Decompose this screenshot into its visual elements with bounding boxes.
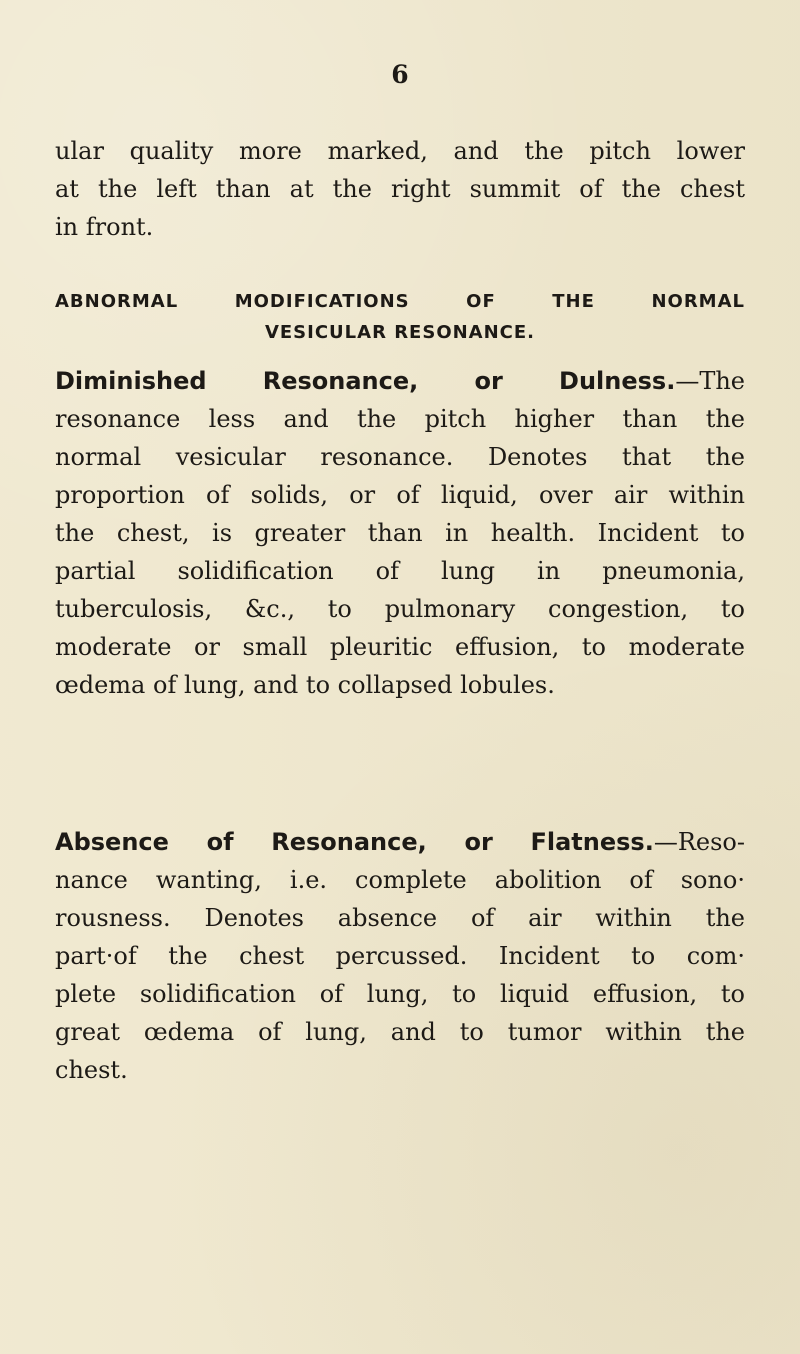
section-heading-line: VESICULAR RESONANCE. (264, 322, 536, 343)
paragraph-first-line-rest: —The (675, 367, 745, 395)
paragraph-first-line-rest: —Reso- (653, 828, 745, 856)
opening-line: ular quality more marked, and the pitch lower (55, 137, 745, 165)
paragraph-lead: Diminished Resonance, or Dulness. (55, 367, 676, 395)
paragraph-line: tuberculosis, &c., to pulmonary congestion, to (55, 595, 745, 623)
paragraph-line: the chest, is greater than in health. Incident to (55, 519, 745, 547)
paragraph-line: part·of the chest percussed. Incident to com· (55, 942, 745, 970)
paragraph-line: resonance less and the pitch higher than the (55, 405, 745, 433)
section-heading (55, 286, 745, 348)
paragraph-line: chest. (55, 1056, 128, 1084)
paragraph-line: normal vesicular resonance. Denotes that the (55, 443, 745, 471)
paragraph-line: nance wanting, i.e. complete abolition of sono· (55, 866, 745, 894)
paragraph-diminished-resonance (55, 362, 745, 704)
section-heading-line: ABNORMAL MODIFICATIONS OF THE NORMAL (55, 291, 745, 312)
paragraph-line: partial solidification of lung in pneumonia, (55, 557, 745, 585)
paragraph-line: œdema of lung, and to collapsed lobules. (55, 671, 555, 699)
page-number: 6 (391, 60, 409, 89)
paragraph-line: great œdema of lung, and to tumor within the (55, 1018, 745, 1046)
paragraph-first-line (55, 362, 745, 400)
paragraph-absence-of-resonance (55, 823, 745, 1089)
opening-line: in front. (55, 213, 154, 241)
opening-text (55, 132, 745, 246)
paragraph-line: proportion of solids, or of liquid, over air within (55, 481, 745, 509)
paragraph-line: moderate or small pleuritic effusion, to moderate (55, 633, 745, 661)
paragraph-line: plete solidification of lung, to liquid effusion, to (55, 980, 745, 1008)
paragraph-line: rousness. Denotes absence of air within the (55, 904, 745, 932)
paragraph-lead: Absence of Resonance, or Flatness. (55, 828, 654, 856)
paragraph-first-line (55, 823, 745, 861)
opening-line: at the left than at the right summit of the chest (55, 175, 745, 203)
